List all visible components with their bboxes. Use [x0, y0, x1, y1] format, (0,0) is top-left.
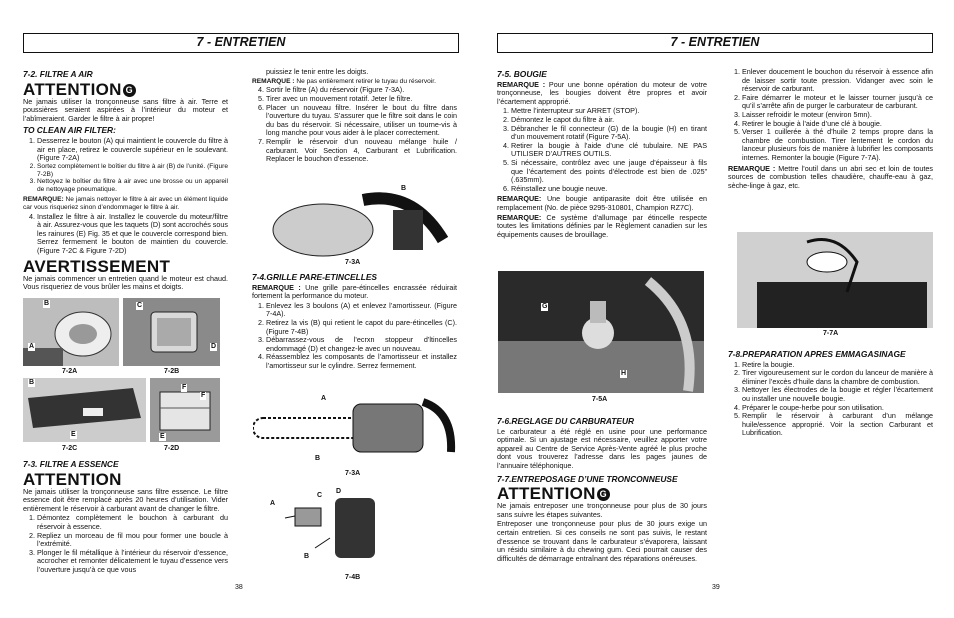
fig-5a-label-g: G	[542, 303, 548, 310]
fig-4b-label-c: C	[317, 492, 323, 499]
bougie-steps-list	[511, 107, 707, 193]
list-item: 3. Débrancher le fil connecteur (G) de la bougie (H) en tirant d’un mouvement rotatif (Figure 7-5A).	[511, 125, 707, 142]
fig-5a-label-h: H	[621, 370, 627, 377]
section-7-3-title: 7-3. FILTRE A ESSENCE	[23, 459, 119, 469]
carburateur-text: Le carburateur a été réglé en usine pour une performance optimale. Si un ajustage est nécessaire, veuillez apporter votre appareil au Centre de Service Après-Vente agréé le plus proche dont vous trouverez l’adresse dans les pages jaunes de l’annuaire téléphonique.	[497, 426, 707, 470]
remarque-bougie-2: REMARQUE: Une bougie antiparasite doit être utilisée en remplacement (No. de pièce 9295-310801, Champion RZ7C).	[497, 194, 707, 212]
filter-steps-list	[266, 86, 457, 163]
figure-7-2a	[23, 298, 119, 366]
list-item: 4. Retirer le bougie à l’aide d’une clé à bougie.	[742, 120, 933, 129]
grille-steps-list	[266, 302, 457, 371]
fig-3a-label-b: B	[401, 185, 407, 192]
clean-air-filter-title: TO CLEAN AIR FILTER:	[23, 125, 116, 136]
clean-step-4-list	[37, 213, 228, 256]
fig-3a2-label-a: A	[321, 395, 327, 402]
remarque-grille: REMARQUE : Une grille pare-étincelles encrassée réduirait fortement la performance du moteur.	[252, 282, 457, 301]
list-item: 2. Démontez le capot du filtre à air.	[511, 116, 707, 125]
fuel-filter-illustration	[263, 180, 448, 258]
spark-plug-illustration	[498, 271, 704, 393]
caption-7-2c: 7-2C	[62, 445, 78, 452]
left-column-1-bottom	[23, 458, 228, 577]
list-item: 3. Débarrassez-vous de l’ecrxn stoppeur d’ltincelles endommagé (D) et changez-le avec un nouveau.	[266, 336, 457, 353]
remarque-bougie-3: REMARQUE: Ce système d’allumage par étincelle respecte toutes les limitations définies par le Règlement canadien sur les équipements causes de brouillage.	[497, 212, 707, 239]
storage-text-1: Ne jamais entreposer une tronçonneuse pour plus de 30 jours sans suivre les étapes suivantes.	[497, 501, 707, 519]
fig-4b-label-b: B	[304, 553, 310, 560]
remarque-1: REMARQUE: Ne jamais nettoyer le filtre à air avec un élément liquide car vous risqueriez sinon d’endommager le filtre à air.	[23, 195, 228, 211]
remarque-bougie: REMARQUE : Pour une bonne opération du moteur de votre tronçonneuse, les bougies doivent être propres et avoir l’écartement approprié.	[497, 79, 707, 106]
page-number-right: 39	[712, 584, 720, 591]
fig-label-e2: F	[201, 392, 206, 399]
caption-7-2b: 7-2B	[164, 368, 180, 375]
clean-steps-list	[37, 137, 228, 194]
fig-4b-label-a: A	[270, 500, 276, 507]
right-column-2-bottom	[728, 348, 933, 440]
remarque-mid: REMARQUE : Ne pas entièrement retirer le tuyau du réservoir.	[252, 77, 436, 85]
prep-steps-list	[742, 361, 933, 438]
list-item: 4. Préparer le coupe-herbe pour son utilisation.	[742, 404, 933, 413]
list-item: 3. Nettoyez le boîtier du filtre à air avec une brosse ou un appareil de nettoyage pneumatique.	[37, 178, 228, 194]
fig-label-c: C	[137, 302, 143, 309]
storage-text-2: Entreposer une tronçonneuse pour plus de 30 jours exige un certain entretien. Si ces conseils ne sont pas suivis, le restant d’essence se trouvant dans le carburateur s’évaporera, laissant un résidu similaire à du chewing gum. Ceci pourrait causer des difficultés de démarrage entraînant des réparations onéreuses.	[497, 519, 707, 563]
caption-7-3a: 7-3A	[345, 259, 361, 266]
left-column-2-mid	[252, 271, 457, 373]
fig-label-b2: B	[29, 379, 35, 386]
fig-label-d: D	[211, 343, 217, 350]
list-item: 6. Réinstallez une bougie neuve.	[511, 185, 707, 194]
fig-label-a: A	[29, 343, 35, 350]
g-badge-icon: G	[597, 488, 610, 501]
list-item: 3. Laisser refroidir le moteur (environ 5mn).	[742, 111, 933, 120]
list-item: 1. Enlevez les 3 boulons (A) et enlevez l’amortisseur. (Figure 7-4A).	[266, 302, 457, 319]
left-column-2	[252, 68, 457, 166]
section-7-2-title: 7-2. FILTRE A AIR	[23, 69, 93, 79]
fig-4b-label-d: D	[336, 488, 342, 495]
attention-1-text: Ne jamais utiliser la tronçonneuse sans filtre à air. Terre et poussières seraient aspirées à l’intérieur du moteur et l’abîmeraient. Garder le filtre à air propre!	[23, 96, 228, 123]
caption-7-2d: 7-2D	[164, 445, 180, 452]
caption-7-2a: 7-2A	[62, 368, 78, 375]
list-item: 6. Placer un nouveau filtre. Insérer le bout du filtre dans l’ouverture du tuyau. S’assurer que le filtre soit dans le coin du bas du réservoir. Si nécessaire, utiliser un tourne-vis à long manche pour vous aider à le placer correctement.	[266, 104, 457, 138]
attention-2-text: Ne jamais utiliser la tronçonneuse sans filtre essence. Le filtre essence doit être remplacé après 20 heures d’utilisation. Vider entièrement le réservoir à carburant avant de changer le filtre.	[23, 486, 228, 513]
figure-7-3a-chainsaw	[253, 392, 458, 468]
section-7-8-title: 7-8.PREPARATION APRES EMMAGASINAGE	[728, 349, 906, 359]
attention-heading-2: ATTENTION	[23, 469, 122, 489]
list-item: 3. Plonger le fil métallique à l’intérieur du réservoir d’essence, accrocher et remonter délicatement le tuyau d’essence vers l’ouverture jusqu’à ce que vous	[37, 549, 228, 575]
continued-text: puissiez le tenir entre les doigts.	[266, 67, 369, 76]
section-7-7-title: 7-7.ENTREPOSAGE D’UNE TRONCONNEUSE	[497, 473, 678, 484]
list-item: 4. Installez le filtre à air. Installez le couvercle du moteur/filtre à air. Assurez-vous que les taquets (D) sont accrochés sous les rainures (E) Fig. 35 et que le couvercle correspond bien. Serrez fermement le bouton de maintien du couvercle. (Figure 7-2C & Figure 7-2D)	[37, 213, 228, 256]
right-column-1-bottom	[497, 415, 707, 564]
storage-steps-list	[742, 68, 933, 163]
g-badge-icon: G	[123, 84, 136, 97]
cover-tabs-illustration	[23, 378, 146, 442]
list-item: 1. Desserrez le bouton (A) qui maintient le couvercle du filtre à air en place, retirez le couvercle supérieur en le soulevant. (Figure 7-2A)	[37, 137, 228, 163]
list-item: 2. Retirez la vis (B) qui retient le capot du pare-étincelles (C). (Figure 7-4B)	[266, 319, 457, 336]
list-item: 5. Verser 1 cuillerée à thé d’huile 2 temps propre dans la chambre de combustion. Tirer lentement le cordon du lanceur plusieurs fois de manière à lubrifier les composants internes. Remonter la bougie (Figure 7-7A).	[742, 128, 933, 162]
list-item: 1. Mettre l’interrupteur sur ARRET (STOP).	[511, 107, 707, 116]
caption-7-5a: 7-5A	[592, 396, 608, 403]
section-7-6-title: 7-6.REGLAGE DU CARBURATEUR	[497, 416, 635, 426]
list-item: 2. Tirer vigoureusement sur le cordon du lanceur de manière à éliminer l’excès d’huile dans la chambre de combustion.	[742, 369, 933, 386]
right-column-1	[497, 68, 707, 240]
fig-3a2-label-b: B	[315, 455, 321, 462]
section-7-5-title: 7-5. BOUGIE	[497, 69, 547, 79]
left-column-1	[23, 68, 228, 293]
figure-7-7a	[737, 232, 933, 328]
right-page-header: 7 - ENTRETIEN	[497, 33, 933, 53]
fig-label-b: B	[44, 300, 50, 307]
list-item: 3. Nettoyer les électrodes de la bougie et régler l’écartement ou installer une nouvelle bougie.	[742, 386, 933, 403]
list-item: 1. Retire la bougie.	[742, 361, 933, 370]
list-item: 5. Si nécessaire, contrôlez avec une jauge d’épaisseur à fils que l’écartement des points d’électrode est bien de .025” (.635mm).	[511, 159, 707, 185]
right-column-2	[728, 68, 933, 191]
list-item: 5. Tirer avec un mouvement rotatif. Jeter le filtre.	[266, 95, 457, 104]
left-page-header: 7 - ENTRETIEN	[23, 33, 459, 53]
list-item: 2. Sortez complètement le boîtier du filtre à air (B) de l’unité. (Figure 7-2B)	[37, 163, 228, 179]
list-item: 2. Repliez un morceau de fil mou pour former une boucle à l’extrémité.	[37, 532, 228, 549]
attention-heading-3: ATTENTION G	[497, 485, 707, 502]
fig-label-f2: E	[160, 433, 165, 440]
list-item: 7. Remplir le réservoir d’un nouveau mélange huile / carburant. Voir Section 4, Carburant et Lubrification. Replacer le bouchon d’essence.	[266, 138, 457, 164]
attention-heading-1: ATTENTION G	[23, 81, 228, 98]
list-item: 1. Démontez complètement le bouchon à carburant du réservoir à essence.	[37, 514, 228, 531]
list-item: 2. Faire démarrer le moteur et le laisser tourner jusqu’à ce qu’il s’arrête afin de purger le carburateur de carburant.	[742, 94, 933, 111]
fuel-steps-list	[37, 514, 228, 574]
caption-7-4b: 7-4B	[345, 574, 361, 581]
list-item: 4. Retirer la bougie à l’aide d’une clé tubulaire. NE PAS UTILISER D’AUTRES OUTILS.	[511, 142, 707, 159]
avertissement-text: Ne jamais commencer un entretien quand le moteur est chaud. Vous risqueriez de vous brûler les mains et doigts.	[23, 273, 228, 292]
caption-7-3a-2: 7-3A	[345, 470, 361, 477]
oil-pour-illustration	[737, 232, 933, 328]
spark-arrestor-illustration	[275, 488, 395, 572]
chainsaw-illustration	[253, 392, 458, 468]
caption-7-7a: 7-7A	[823, 330, 839, 337]
figure-7-3a	[263, 180, 448, 258]
list-item: 1. Enlever doucement le bouchon du réservoir à essence afin de laisser sortir toute pression. Vidanger avec soin le réservoir de carburant.	[742, 68, 933, 94]
list-item: 5. Remplir le réservoir à carburant d’un mélange huile/essence approprié. Voir la section Carburant et Lubrification.	[742, 412, 933, 438]
remarque-storage: REMARQUE : Mettre l’outil dans un abri sec et loin de toutes sources de combustion telles chaudière, chauffe-eau à gaz, sèche-linge à gaz, etc.	[728, 163, 933, 190]
air-filter-illustration	[23, 298, 119, 366]
figure-7-5a	[498, 271, 704, 393]
list-item: 4. Sortir le filtre (A) du réservoir (Figure 7-3A).	[266, 86, 457, 95]
fig-label-e: E	[71, 431, 76, 438]
section-7-4-title: 7-4.GRILLE PARE-ETINCELLES	[252, 272, 378, 282]
fig-label-f: F	[182, 384, 187, 391]
page-number-left: 38	[235, 584, 243, 591]
figure-7-2c	[23, 378, 146, 442]
avertissement-heading: AVERTISSEMENT	[23, 256, 171, 276]
figure-7-4b	[275, 488, 395, 572]
list-item: 4. Réassemblez les composants de l’amortisseur et installez l’amortisseur sur le cylindre. Serrez fermement.	[266, 353, 457, 370]
